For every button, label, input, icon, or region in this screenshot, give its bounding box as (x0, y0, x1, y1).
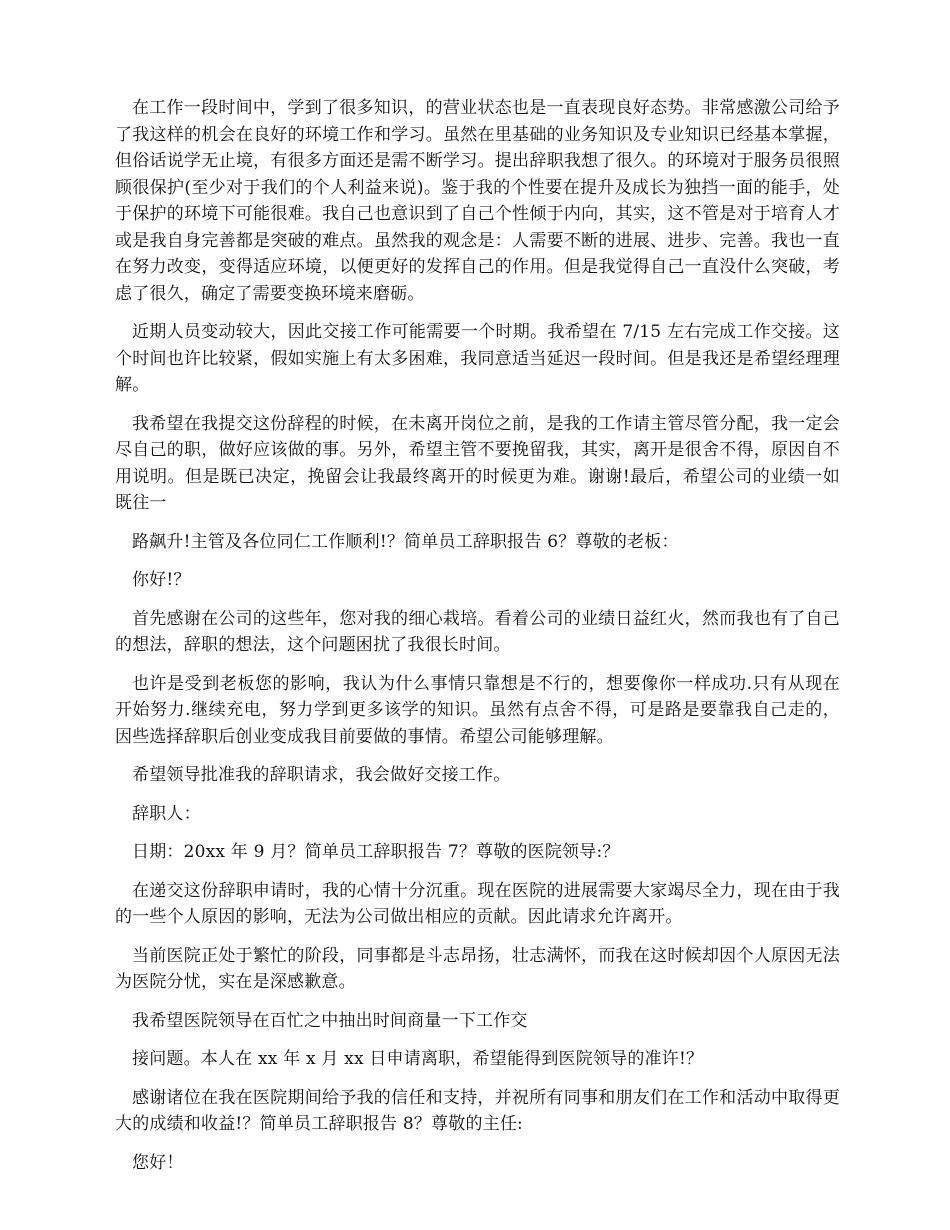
paragraph-hospital-apology: 当前医院正处于繁忙的阶段，同事都是斗志昂扬，壮志满怀，而我在这时候却因个人原因无法为医院分忧，实在是深感歉意。 (115, 945, 840, 992)
paragraph-thanks-to-company: 首先感谢在公司的这些年，您对我的细心栽培。看着公司的业绩日益红火，然而我也有了自己的想法，辞职的想法，这个问题困扰了我很长时间。 (115, 608, 840, 655)
paragraph-gratitude-report-8-heading: 感谢诸位在我在医院期间给予我的信任和支持，并祝所有同事和朋友们在工作和活动中取得更大的成绩和收益!？简单员工辞职报告 8？尊敬的主任: (115, 1087, 840, 1134)
paragraph-signature: 辞职人： (132, 803, 201, 824)
paragraph-report-6-heading: 路飙升!主管及各位同仁工作顺利!？简单员工辞职报告 6？尊敬的老板： (132, 531, 679, 552)
paragraph-greeting: 你好!？ (132, 570, 191, 590)
paragraph-entrepreneurship: 也许是受到老板您的影响，我认为什么事情只靠想是不行的，想要像你一样成功.只有从现在开始努力.继续充电，努力学到更多该学的知识。虽然有点舍不得，可是路是要靠我自己走的，因些选择辞职后创业变成我目前要做的事情。希望公司能够理解。 (115, 673, 840, 747)
paragraph-handover-timing: 近期人员变动较大，因此交接工作可能需要一个时期。我希望在 7/15 左右完成工作交接。这个时间也许比较紧，假如实施上有太多困难，我同意适当延迟一段时间。但是我还是希望经理理解。 (115, 322, 840, 395)
paragraph-resignation-reasons: 在工作一段时间中，学到了很多知识，的营业状态也是一直表现良好态势。非常感激公司给予了我这样的机会在良好的环境工作和学习。虽然在里基础的业务知识及专业知识已经基本掌握，但俗话说学无止境，有很多方面还是需不断学习。提出辞职我想了很久。的环境对于服务员很照顾很保护(至少对于我们的个人利益来说)。鉴于我的个性要在提升及成长为独挡一面的能手，处于保护的环境下可能很难。我自己也意识到了自己个性倾于内向，其实，这不管是对于培育人才或是我自身完善都是突破的难点。虽然我的观念是：人需要不断的进展、进步、完善。我也一直在努力改变，变得适应环境，以便更好的发挥自己的作用。但是我觉得自己一直没什么突破，考虑了很久，确定了需要变换环境来磨砺。 (115, 98, 840, 304)
document-body (115, 95, 840, 1188)
paragraph-request-to-supervisor: 我希望在我提交这份辞程的时候，在未离开岗位之前，是我的工作请主管尽管分配，我一定会尽自己的职，做好应该做的事。另外，希望主管不要挽留我，其实，离开是很舍不得，原因自不用说明。但是既已决定，挽留会让我最终离开的时候更为难。谢谢!最后，希望公司的业绩一如既往一 (115, 413, 840, 513)
paragraph-hospital-request: 在递交这份辞职申请时，我的心情十分沉重。现在医院的进展需要大家竭尽全力，现在由于我的一些个人原因的影响，无法为公司做出相应的贡献。因此请求允许离开。 (115, 880, 840, 927)
paragraph-handover-discussion: 我希望医院领导在百忙之中抽出时间商量一下工作交 (132, 1010, 528, 1031)
paragraph-closing-greeting: 您好！ (132, 1152, 184, 1173)
paragraph-approval-request: 希望领导批准我的辞职请求，我会做好交接工作。 (132, 765, 511, 785)
paragraph-date-report-7-heading: 日期：20xx 年 9 月？简单员工辞职报告 7？尊敬的医院领导:？ (132, 842, 620, 862)
paragraph-leave-date: 接问题。本人在 xx 年 x 月 xx 日申请离职，希望能得到医院领导的准许!？ (132, 1049, 704, 1069)
